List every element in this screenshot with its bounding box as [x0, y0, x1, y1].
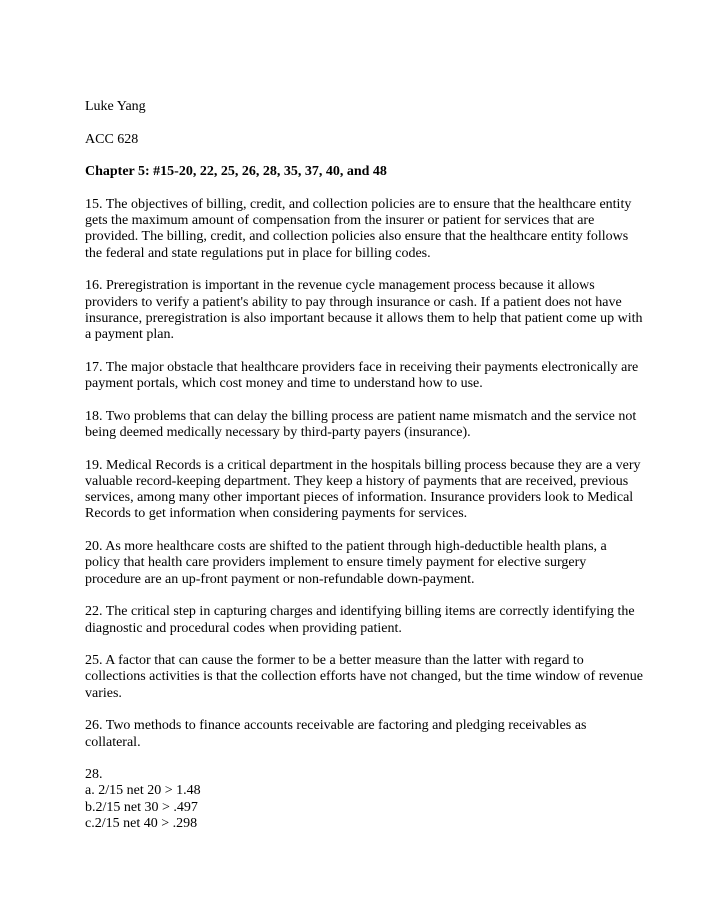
author-name: Luke Yang: [85, 99, 146, 114]
document-page: [85, 99, 645, 849]
answer-18: 18. Two problems that can delay the billing process are patient name mismatch and the service not being deemed medically necessary by third-party payers (insurance).: [85, 408, 637, 440]
answer-28-item-b: b.2/15 net 30 > .497: [85, 799, 198, 815]
answer-16: 16. Preregistration is important in the revenue cycle management process because it allows providers to verify a patient's ability to pay through insurance or cash. If a patient does not have insurance, preregistration is also important because it allows them to help that patient come up with a payment plan.: [85, 278, 643, 343]
answer-25: 25. A factor that can cause the former to be a better measure than the latter with regard to collections activities is that the collection efforts have not changed, but the time window of revenue varies.: [85, 653, 644, 701]
answer-17: 17. The major obstacle that healthcare providers face in receiving their payments electronically are payment portals, which cost money and time to understand how to use.: [85, 359, 639, 392]
answer-28: [85, 767, 645, 832]
answer-15: 15. The objectives of billing, credit, and collection policies are to ensure that the healthcare entity gets the maximum amount of compensation from the insurer or patient for services that are provided. The billing, credit, and collection policies also ensure that the healthcare entity follows the federal and state regulations put in place for billing codes.: [85, 196, 632, 261]
answer-19: 19. Medical Records is a critical department in the hospitals billing process because they are a very valuable record-keeping department. They keep a history of payments that are received, previous services, among many other important pieces of information. Insurance providers look to Medical Records to get information when considering payments for services.: [85, 457, 641, 522]
answer-20: 20. As more healthcare costs are shifted to the patient through high-deductible health plans, a policy that health care providers implement to ensure timely payment for elective surgery procedure are an up-front payment or non-refundable down-payment.: [85, 539, 607, 587]
answer-28-item-c: c.2/15 net 40 > .298: [85, 816, 198, 832]
answer-28-number: 28.: [85, 767, 103, 783]
course-code: ACC 628: [85, 131, 139, 147]
answer-22: 22. The critical step in capturing charges and identifying billing items are correctly identifying the diagnostic and procedural codes when providing patient.: [85, 604, 635, 636]
answer-28-item-a: a. 2/15 net 20 > 1.48: [85, 783, 201, 799]
assignment-title: Chapter 5: #15-20, 22, 25, 26, 28, 35, 37, 40, and 48: [85, 164, 387, 180]
answer-26: 26. Two methods to finance accounts receivable are factoring and pledging receivables as collateral.: [85, 718, 587, 750]
